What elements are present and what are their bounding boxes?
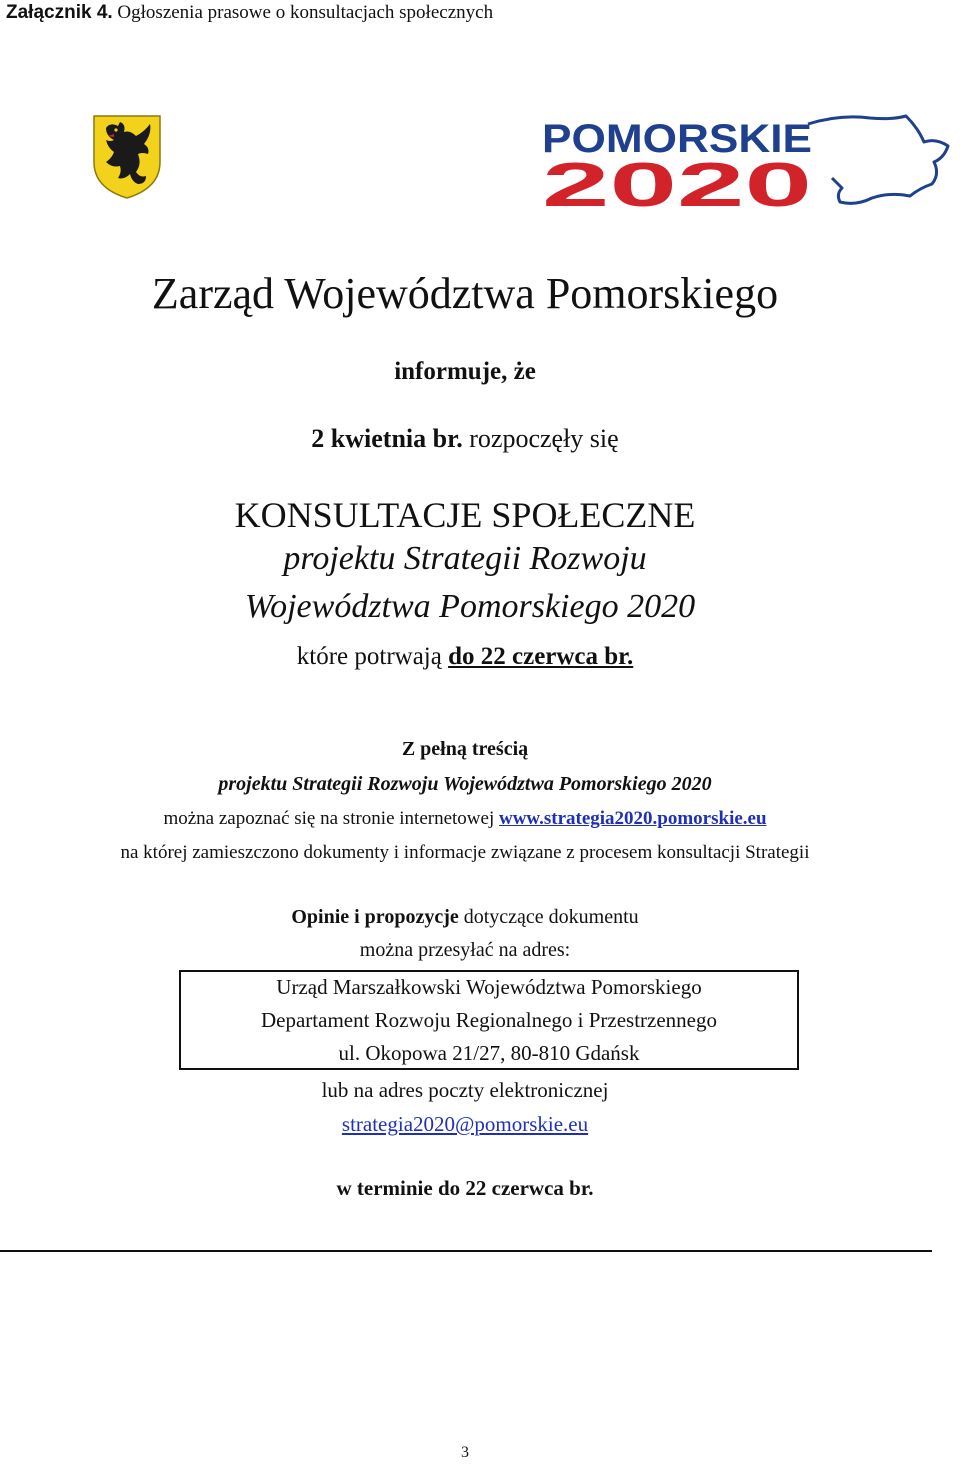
lasting-prefix: które potrwają — [296, 643, 442, 670]
address-line-2: Departament Rozwoju Regionalnego i Przestrzennego — [260, 1008, 718, 1032]
date-bold: 2 kwietnia br. — [311, 424, 463, 453]
project-full-name: projektu Strategii Rozwoju Województwa Pomorskiego 2020 — [218, 773, 712, 795]
full-text-heading: Z pełną treścią — [401, 738, 529, 760]
issuer-title: Zarząd Województwa Pomorskiego — [151, 269, 779, 318]
date-line — [0, 424, 930, 454]
opinions-line — [0, 906, 930, 929]
deadline-line: w terminie do 22 czerwca br. — [336, 1176, 594, 1200]
annex-label: Załącznik 4. — [6, 2, 113, 23]
page-number: 3 — [461, 1444, 469, 1461]
website-prefix: można zapoznać się na stronie internetowej — [163, 808, 495, 829]
date-rest: rozpoczęły się — [469, 424, 619, 453]
annex-title: Ogłoszenia prasowe o konsultacjach społecznych — [117, 2, 494, 23]
opinions-bold: Opinie i propozycje — [291, 906, 459, 928]
headline: KONSULTACJE SPOŁECZNE — [234, 495, 696, 535]
email-line — [0, 1112, 930, 1137]
logo-brand-year: 2020 — [542, 151, 812, 214]
address-line-1: Urząd Marszałkowski Województwa Pomorskiego — [276, 975, 702, 999]
lasting-line — [0, 643, 930, 671]
project-line-1: projektu Strategii Rozwoju — [283, 540, 647, 577]
project-line-2: Województwa Pomorskiego 2020 — [244, 588, 696, 625]
website-link[interactable]: www.strategia2020.pomorskie.eu — [498, 808, 767, 829]
logo-brand-word: POMORSKIE — [542, 117, 812, 161]
email-prefix: lub na adres poczty elektronicznej — [321, 1078, 609, 1102]
send-to-line: można przesyłać na adres: — [359, 939, 571, 961]
pomorskie-crest-icon — [92, 114, 162, 200]
informs-line: informuje, że — [394, 358, 536, 385]
divider-rule — [0, 1250, 932, 1252]
opinions-rest: dotyczące dokumentu — [463, 906, 639, 928]
pomorskie-2020-logo — [540, 108, 956, 214]
email-link[interactable]: strategia2020@pomorskie.eu — [341, 1112, 589, 1136]
annex-heading — [6, 2, 493, 24]
address-line-3: ul. Okopowa 21/27, 80-810 Gdańsk — [338, 1041, 640, 1065]
website-line — [0, 808, 930, 830]
lasting-until: do 22 czerwca br. — [448, 643, 634, 670]
website-info: na której zamieszczono dokumenty i informacje związane z procesem konsultacji Strategii — [120, 842, 810, 863]
